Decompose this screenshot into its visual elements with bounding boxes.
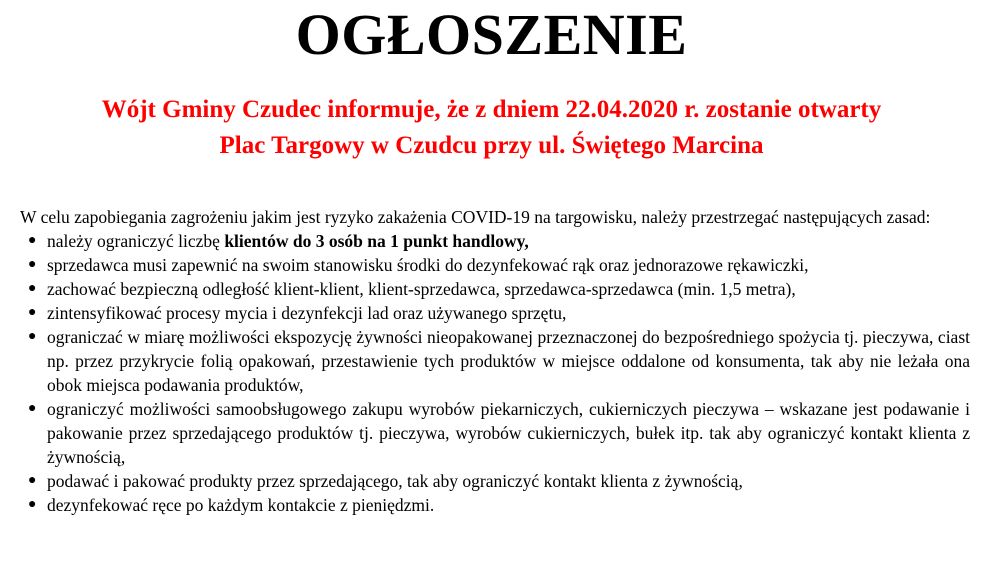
rule-item: [20, 469, 970, 493]
rule-text-bold: klientów do 3 osób na 1 punkt handlowy,: [224, 231, 529, 251]
subtitle-line-1: Wójt Gminy Czudec informuje, że z dniem 22.04.2020 r. zostanie otwarty: [101, 96, 882, 123]
bullet-icon: ●: [28, 281, 37, 296]
rule-text: należy ograniczyć liczbę: [47, 231, 225, 251]
rule-item: [20, 493, 970, 517]
rule-item: [20, 397, 970, 469]
rule-text: podawać i pakować produkty przez sprzedającego, tak aby ograniczyć kontakt klienta z żywnością,: [47, 471, 743, 491]
bullet-icon: ●: [28, 257, 37, 272]
rule-item: [20, 229, 970, 253]
intro-paragraph: W celu zapobiegania zagrożeniu jakim jest ryzyko zakażenia COVID-19 na targowisku, należy przestrzegać następujących zasad:: [20, 207, 931, 227]
bullet-icon: ●: [28, 473, 37, 488]
bullet-icon: ●: [28, 329, 37, 344]
rule-text: ograniczać w miarę możliwości ekspozycję żywności nieopakowanej przeznaczonej do bezpośredniego spożycia tj. pieczywa, ciast np. przez przykrycie folią opakowań, przestawienie tych produktów w miejsce oddalone od konsumenta, tak aby nie leżała ona obok miejsca podawania produktów,: [47, 327, 970, 395]
bullet-icon: ●: [28, 233, 37, 248]
announcement-title: OGŁOSZENIE: [295, 2, 688, 67]
announcement-subtitle: [0, 92, 983, 164]
subtitle-line-2: Plac Targowy w Czudcu przy ul. Świętego Marcina: [219, 132, 764, 159]
rule-text: zachować bezpieczną odległość klient-klient, klient-sprzedawca, sprzedawca-sprzedawca (min. 1,5 metra),: [47, 279, 796, 299]
rule-item: [20, 301, 970, 325]
rule-item: [20, 325, 970, 397]
rule-text: dezynfekować ręce po każdym kontakcie z pieniędzmi.: [47, 495, 435, 515]
rule-text: zintensyfikować procesy mycia i dezynfekcji lad oraz używanego sprzętu,: [47, 303, 567, 323]
rule-text: sprzedawca musi zapewnić na swoim stanowisku środki do dezynfekować rąk oraz jednorazowe rękawiczki,: [47, 255, 809, 275]
bullet-icon: ●: [28, 305, 37, 320]
bullet-icon: ●: [28, 497, 37, 512]
bullet-icon: ●: [28, 401, 37, 416]
announcement-body: [20, 205, 970, 517]
rule-item: [20, 253, 970, 277]
rules-list: [20, 229, 970, 517]
rule-text: ograniczyć możliwości samoobsługowego zakupu wyrobów piekarniczych, cukierniczych pieczywa – wskazane jest podawanie i pakowanie przez sprzedającego produktów tj. pieczywa, wyrobów cukierniczych, bułek itp. tak aby ograniczyć kontakt klienta z żywnością,: [47, 399, 970, 467]
rule-item: [20, 277, 970, 301]
